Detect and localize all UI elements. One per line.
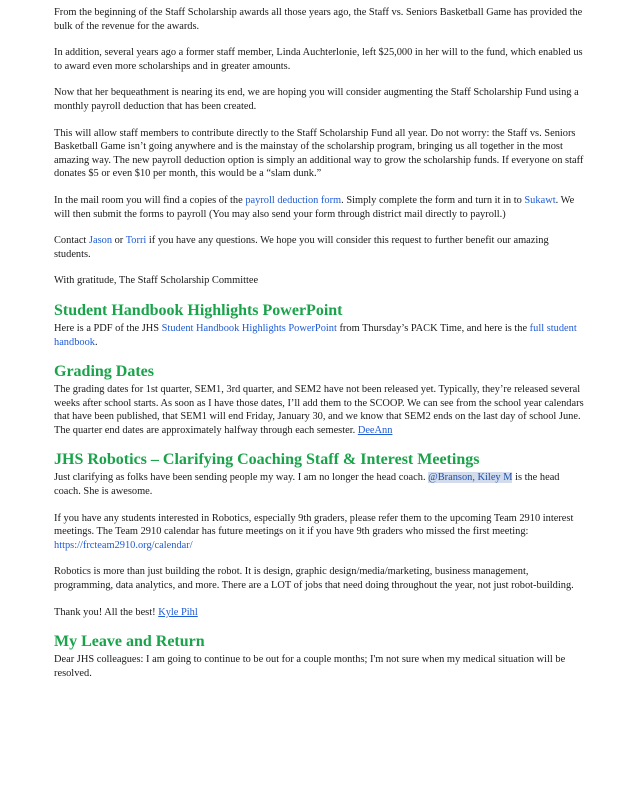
robotics-paragraph-1	[54, 471, 584, 498]
text-run: from Thursday’s PACK Time, and here is the	[336, 322, 530, 334]
intro-paragraph-6	[54, 234, 584, 261]
text-run: if you have any questions. We hope you will consider this request to further benefit our amazing students.	[54, 235, 549, 260]
text-run: The grading dates for 1st quarter, SEM1, 3rd quarter, and SEM2 have not been released yet. Typically, they’re released several weeks after school starts. As soon as I have those dates, I’ll add them to the SCOOP. We can see from the school year calendars that have been published, that SEM1 will end Friday, January 30, and we know that SEM2 ends on the last day of school June. The quarter end dates are approximately halfway through each semester.	[54, 384, 584, 436]
text-run: is the head coach. She is awesome.	[54, 472, 560, 498]
text-run: Thank you! All the best!	[54, 606, 159, 618]
text-run: Contact	[54, 235, 89, 247]
text-run: . Simply complete the form and turn it in to	[341, 194, 525, 206]
sukawt-link[interactable]: Sukawt	[524, 194, 556, 206]
newsletter-body	[54, 6, 584, 693]
handbook-powerpoint-link[interactable]: Student Handbook Highlights PowerPoint	[161, 322, 337, 334]
intro-signoff: With gratitude, The Staff Scholarship Committee	[54, 275, 259, 287]
handbook-paragraph	[54, 322, 584, 349]
jason-link[interactable]: Jason	[88, 235, 113, 247]
intro-paragraph-2: In addition, several years ago a former staff member, Linda Auchterlonie, left $25,000 in her will to the fund, which enabled us to award even more scholarships and in greater amounts.	[54, 47, 583, 72]
branson-mention[interactable]: @Branson, Kiley M	[428, 472, 513, 484]
kyle-pihl-link[interactable]: Kyle Pihl	[158, 606, 198, 618]
robotics-paragraph-2	[54, 512, 584, 553]
text-run: . We will then submit the forms to payroll (You may also send your form through district mail directly to payroll.)	[54, 194, 575, 220]
text-run: In the mail room you will find a copies of the	[54, 194, 246, 206]
intro-paragraph-5	[54, 194, 584, 221]
intro-paragraph-1: From the beginning of the Staff Scholarship awards all those years ago, the Staff vs. Seniors Basketball Game has provided the bulk of the revenue for the awards.	[54, 7, 583, 32]
full-handbook-link[interactable]: full student handbook	[54, 322, 577, 348]
text-run: .	[94, 336, 98, 348]
payroll-deduction-form-link[interactable]: payroll deduction form	[245, 194, 342, 206]
team-calendar-link[interactable]: https://frcteam2910.org/calendar/	[54, 539, 193, 551]
grading-heading: Grading Dates	[54, 363, 154, 381]
grading-paragraph	[54, 383, 584, 437]
robotics-heading: JHS Robotics – Clarifying Coaching Staff & Interest Meetings	[54, 451, 480, 469]
leave-heading: My Leave and Return	[54, 633, 205, 651]
text-run: Here is a PDF of the JHS	[54, 322, 162, 334]
intro-paragraph-3: Now that her bequeathment is nearing its end, we are hoping you will consider augmenting the Staff Scholarship Fund using a monthly payroll deduction that has been created.	[54, 87, 579, 112]
torri-link[interactable]: Torri	[125, 235, 147, 247]
intro-paragraph-4: This will allow staff members to contribute directly to the Staff Scholarship Fund all year. Do not worry: the Staff vs. Seniors Basketball Game isn’t going anywhere and is the mainstay of the scholarship program, bringing us all together in the most amazing way. The new payroll deduction option is simply an additional way to grow the scholarship funds. If everyone on staff donates $5 or even $10 per month, this would be a “slam dunk.”	[54, 127, 584, 180]
text-run: or	[112, 235, 126, 247]
robotics-paragraph-3: Robotics is more than just building the robot. It is design, graphic design/media/marketing, business management, programming, data analytics, and more. There are a LOT of jobs that need doing throughout the year, not just robot-building.	[54, 566, 574, 592]
robotics-paragraph-4	[54, 606, 584, 620]
handbook-heading: Student Handbook Highlights PowerPoint	[54, 301, 343, 319]
text-run: If you have any students interested in Robotics, especially 9th graders, please refer them to the upcoming Team 2910 interest meetings. The Team 2910 calendar has future meetings on it if you have 9th graders who missed the first meeting:	[54, 512, 574, 538]
leave-paragraph: Dear JHS colleagues: I am going to continue to be out for a couple months; I'm not sure when my medical situation will be resolved.	[54, 654, 566, 679]
text-run: Just clarifying as folks have been sending people my way. I am no longer the head coach.	[54, 472, 429, 484]
deeann-link[interactable]: DeeAnn	[357, 424, 393, 436]
